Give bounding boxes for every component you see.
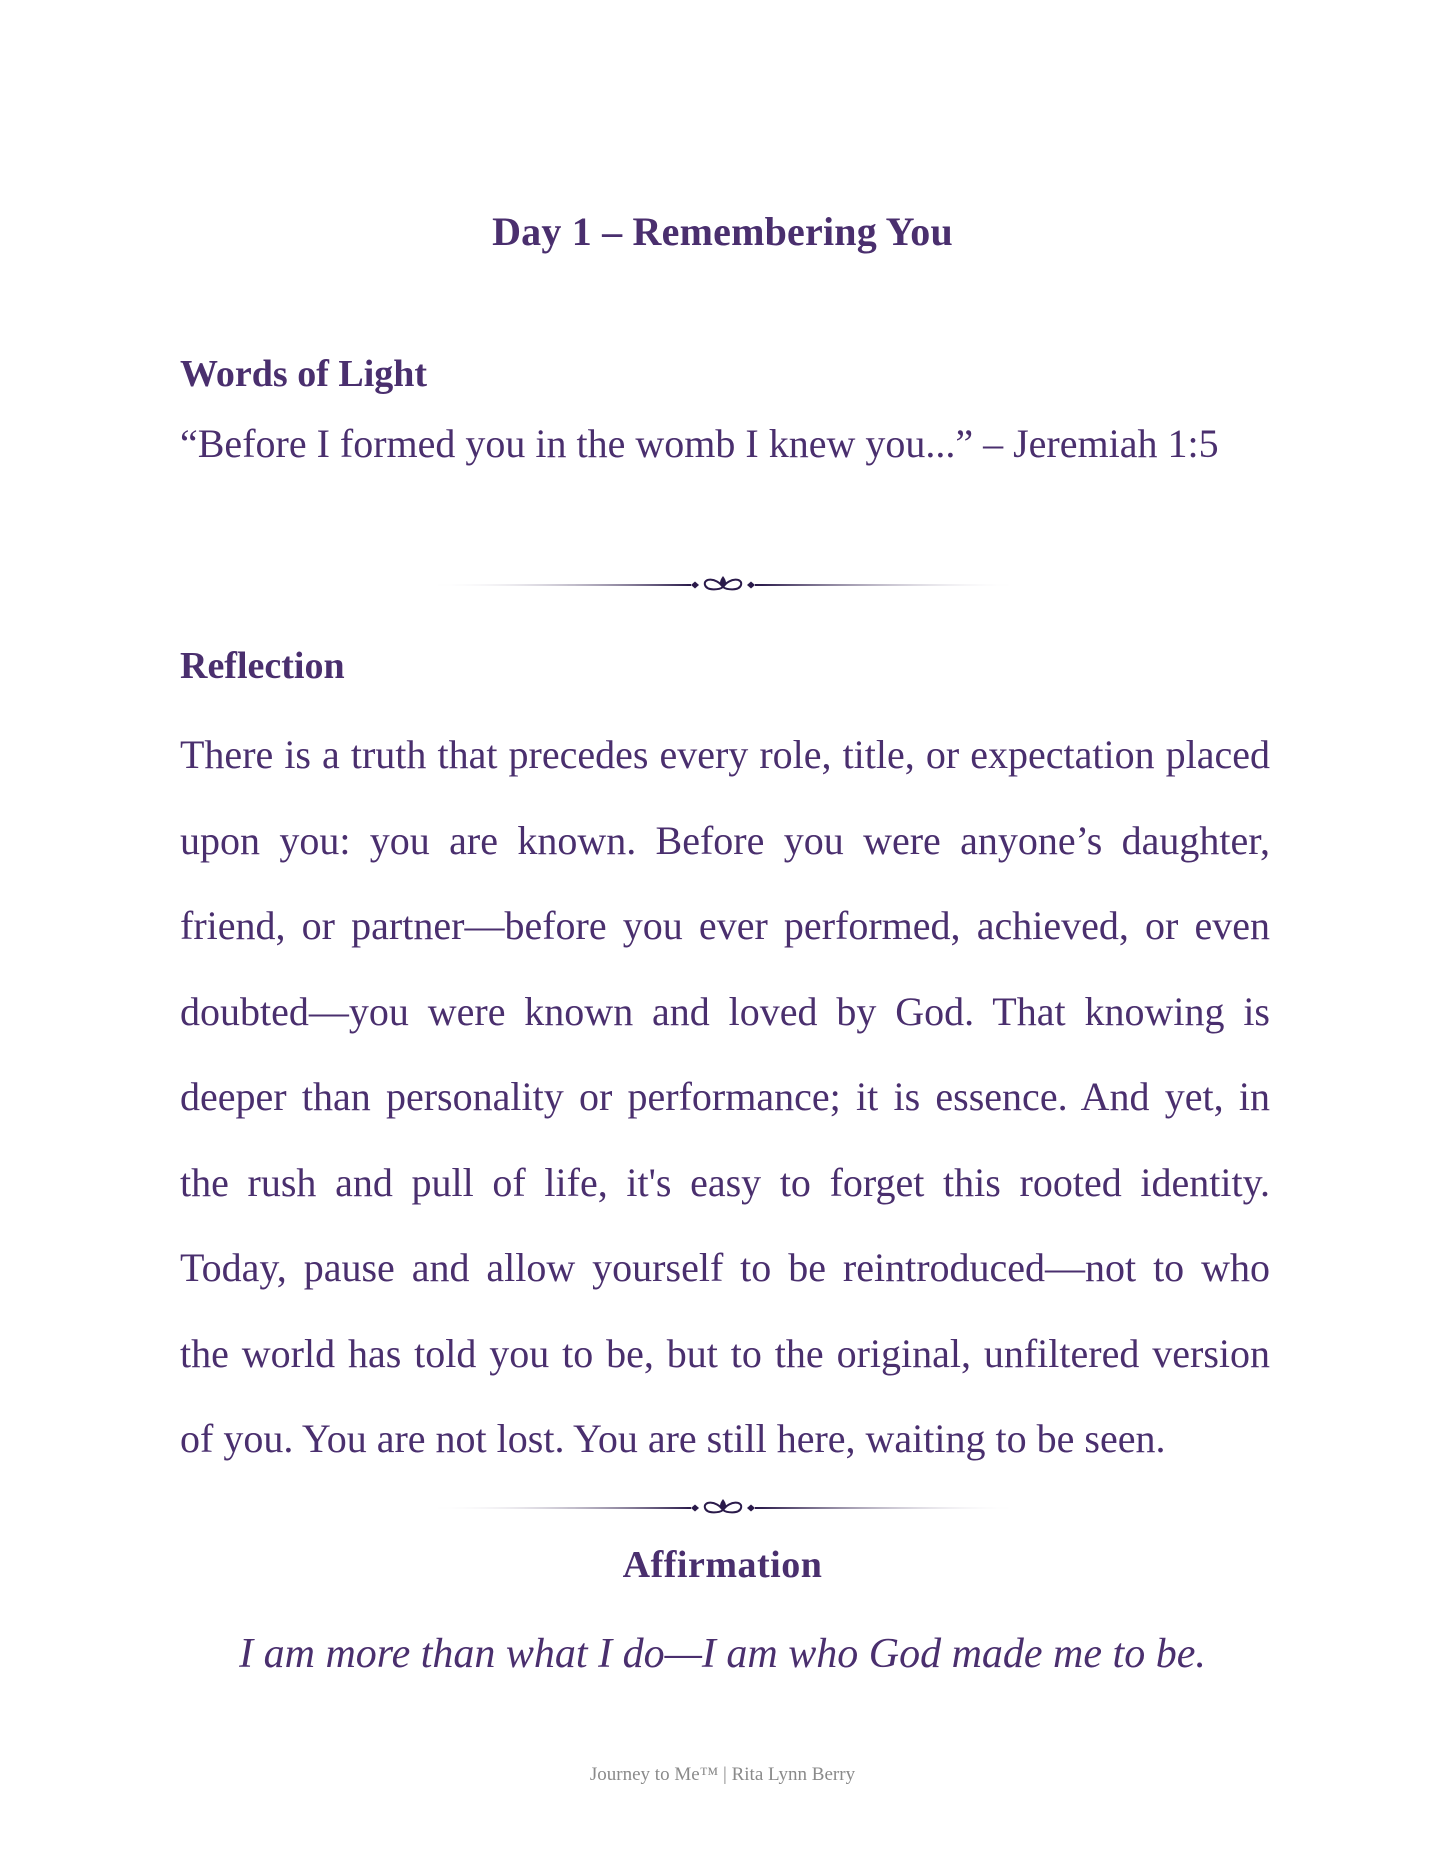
reflection-body [180,712,1270,1482]
affirmation-heading: Affirmation [622,1544,823,1586]
page-title: Day 1 – Remembering You [492,209,953,254]
affirmation-text: I am more than what I do—I am who God made me to be. [239,1631,1206,1677]
reflection-line: the world has told you to be, but to the original, unfiltered version [180,1330,1270,1376]
reflection-line: There is a truth that precedes every role, title, or expectation placed [180,732,1270,777]
reflection-line: Today, pause and allow yourself to be reintroduced—not to who [180,1245,1270,1290]
reflection-line: of you. You are not lost. You are still here, waiting to be seen. [180,1416,1166,1461]
words-of-light-heading: Words of Light [180,353,428,395]
page-footer: Journey to Me™ | Rita Lynn Berry [589,1764,856,1785]
scripture-quote: “Before I formed you in the womb I knew you...” – Jeremiah 1:5 [180,421,1219,466]
ornamental-divider-icon [433,573,1013,597]
reflection-line: the rush and pull of life, it's easy to forget this rooted identity. [180,1159,1270,1205]
reflection-line: upon you: you are known. Before you were anyone’s daughter, [180,817,1270,863]
reflection-line: friend, or partner—before you ever performed, achieved, or even [180,903,1270,948]
reflection-line: deeper than personality or performance; it is essence. And yet, in [180,1074,1270,1119]
reflection-line: doubted—you were known and loved by God. That knowing is [180,988,1270,1034]
ornamental-divider-icon [433,1496,1013,1520]
reflection-heading: Reflection [180,645,345,687]
